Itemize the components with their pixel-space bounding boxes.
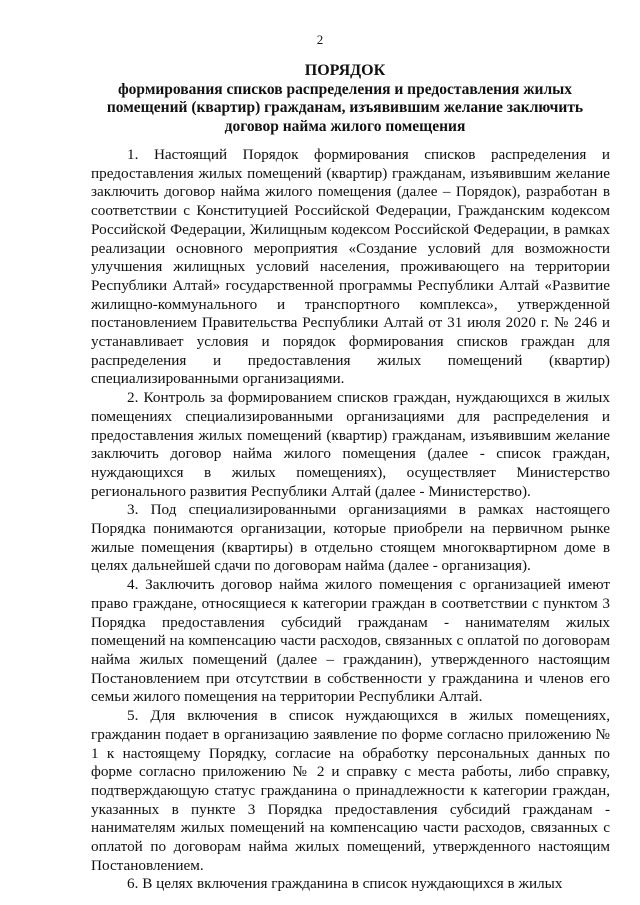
paragraph-5: 5. Для включения в список нуждающихся в жилых помещениях, гражданин подает в организацию заявление по форме согласно приложению № 1 к настоящему Порядку, согласие на обработку персональных данных по форме согласно приложению № 2 и справку с места работы, либо справку, подтверждающую статус гражданина о принадлежности к категории граждан, указанных в пункте 3 Порядка предоставления субсидий гражданам - нанимателям жилых помещений на компенсацию части расходов, связанных с оплатой по договорам найма жилых помещений, утвержденного настоящим Постановлением. (91, 707, 610, 874)
document-title: ПОРЯДОК (304, 62, 386, 79)
paragraph-3: 3. Под специализированными организациями в рамках настоящего Порядка понимаются организации, которые приобрели на первичном рынке жилые помещения (квартиры) в отдельно стоящем многоквартирном доме в целях дальнейшей сдачи по договорам найма (далее - организация). (91, 501, 610, 575)
paragraph-2: 2. Контроль за формированием списков граждан, нуждающихся в жилых помещениях специализированными организациями для распределения и предоставления жилых помещений (квартир) гражданам, изъявившим желание заключить договор найма жилого помещения (далее - список граждан, нуждающихся в жилых помещениях), осуществляет Министерство регионального развития Республики Алтай (далее - Министерство). (91, 389, 610, 500)
page-number: 2 (316, 32, 324, 47)
document-subtitle: формирования списков распределения и предоставления жилых помещений (квартир) гражданам, изъявившим желание заключить договор найма жилого помещения (106, 80, 584, 135)
document-body (91, 146, 610, 894)
document-heading (90, 62, 600, 136)
paragraph-6: 6. В целях включения гражданина в список нуждающихся в жилых (127, 875, 563, 893)
paragraph-4: 4. Заключить договор найма жилого помещения с организацией имеют право граждане, относящиеся к категории граждан в соответствии с пунктом 3 Порядка предоставления субсидий гражданам - нанимателям жилых помещений на компенсацию части расходов, связанных с оплатой по договорам найма жилых помещений (далее – гражданин), утвержденного настоящим Постановлением при отсутствии в собственности у гражданина и членов его семьи жилого помещения на территории Республики Алтай. (91, 576, 610, 706)
paragraph-1: 1. Настоящий Порядок формирования списков распределения и предоставления жилых помещений (квартир) гражданам, изъявившим желание заключить договор найма жилого помещения (далее – Порядок), разработан в соответствии с Конституцией Российской Федерации, Гражданским кодексом Российской Федерации, Жилищным кодексом Российской Федерации, в рамках реализации основного мероприятия «Создание условий для возможности улучшения жилищных условий населения, проживающего на территории Республики Алтай» государственной программы Республики Алтай «Развитие жилищно-коммунального и транспортного комплекса», утвержденной постановлением Правительства Республики Алтай от 31 июля 2020 г. № 246 и устанавливает условия и порядок формирования списков граждан для распределения и предоставления жилых помещений (квартир) специализированными организациями. (91, 146, 610, 388)
